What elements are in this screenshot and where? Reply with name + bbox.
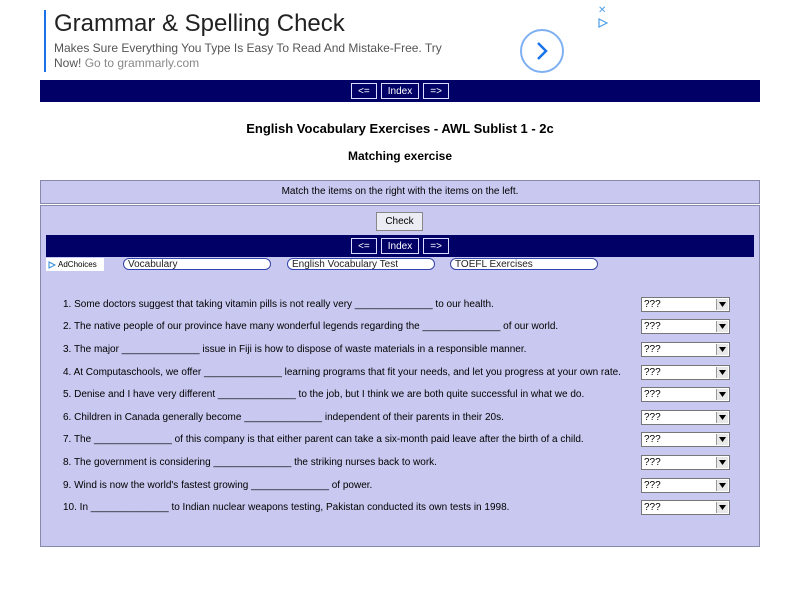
adchoices-label: AdChoices	[58, 260, 97, 269]
question-10: 10. In ______________ to Indian nuclear weapons testing, Pakistan conducted its own tests in 1998.	[63, 502, 510, 513]
ad-description-text: Makes Sure Everything You Type Is Easy To Read And Mistake-Free. Try Now!	[54, 41, 442, 70]
index-button-inner[interactable]: Index	[381, 238, 419, 254]
question-8: 8. The government is considering ______________ the striking nurses back to work.	[63, 457, 437, 468]
answer-select-4[interactable]	[641, 365, 730, 380]
dropdown-arrow-icon	[716, 502, 728, 513]
ad-link-vocabulary-test[interactable]: English Vocabulary Test	[287, 258, 435, 270]
dropdown-arrow-icon	[716, 367, 728, 378]
question-6: 6. Children in Canada generally become ______________ independent of their parents in their 20s.	[63, 412, 504, 423]
ad-banner[interactable]	[44, 10, 524, 72]
answer-select-10[interactable]	[641, 500, 730, 515]
answer-value: ???	[644, 321, 661, 332]
dropdown-arrow-icon	[716, 389, 728, 400]
top-navbar	[40, 80, 760, 102]
dropdown-arrow-icon	[716, 344, 728, 355]
question-3: 3. The major ______________ issue in Fiji is how to dispose of waste materials in a responsible manner.	[63, 344, 527, 355]
question-4: 4. At Computaschools, we offer ______________ learning programs that fit your needs, and let you progress at your own rate.	[63, 367, 621, 378]
answer-value: ???	[644, 344, 661, 355]
answer-select-8[interactable]	[641, 455, 730, 470]
ad-title[interactable]: Grammar & Spelling Check	[54, 10, 345, 37]
adchoices-badge[interactable]	[46, 258, 104, 271]
prev-button[interactable]: <=	[351, 83, 377, 99]
answer-value: ???	[644, 367, 661, 378]
question-1: 1. Some doctors suggest that taking vitamin pills is not really very ______________ to our health.	[63, 299, 494, 310]
ad-link[interactable]: Go to grammarly.com	[84, 56, 200, 70]
page-subtitle: Matching exercise	[347, 149, 453, 163]
dropdown-arrow-icon	[716, 434, 728, 445]
adchoices-icon	[48, 261, 56, 269]
answer-value: ???	[644, 434, 661, 445]
ad-link-toefl[interactable]: TOEFL Exercises	[450, 258, 598, 270]
answer-select-6[interactable]	[641, 410, 730, 425]
check-button[interactable]: Check	[376, 212, 423, 231]
index-button[interactable]: Index	[381, 83, 419, 99]
question-2: 2. The native people of our province have many wonderful legends regarding the ______________ of our world.	[63, 321, 559, 332]
ad-link-vocabulary[interactable]: Vocabulary	[123, 258, 271, 270]
answer-select-2[interactable]	[641, 319, 730, 334]
page-title: English Vocabulary Exercises - AWL Sublist 1 - 2c	[246, 121, 554, 136]
dropdown-arrow-icon	[716, 299, 728, 310]
ad-description	[54, 41, 454, 71]
answer-value: ???	[644, 412, 661, 423]
answer-select-3[interactable]	[641, 342, 730, 357]
answer-select-1[interactable]	[641, 297, 730, 312]
dropdown-arrow-icon	[716, 480, 728, 491]
chevron-right-icon	[534, 40, 550, 62]
dropdown-arrow-icon	[716, 457, 728, 468]
answer-select-7[interactable]	[641, 432, 730, 447]
ad-close-icon[interactable]: ✕	[598, 5, 607, 16]
inner-navbar	[46, 235, 754, 257]
question-9: 9. Wind is now the world's fastest growing ______________ of power.	[63, 480, 373, 491]
question-7: 7. The ______________ of this company is that either parent can take a six-month paid leave after the birth of a child.	[63, 434, 584, 445]
dropdown-arrow-icon	[716, 321, 728, 332]
next-button-inner[interactable]: =>	[423, 238, 449, 254]
ad-arrow-button[interactable]	[520, 29, 564, 73]
answer-value: ???	[644, 457, 661, 468]
answer-value: ???	[644, 389, 661, 400]
answer-value: ???	[644, 299, 661, 310]
question-5: 5. Denise and I have very different ______________ to the job, but I think we are both quite successful in what we do.	[63, 389, 585, 400]
answer-value: ???	[644, 502, 661, 513]
next-button[interactable]: =>	[423, 83, 449, 99]
dropdown-arrow-icon	[716, 412, 728, 423]
instructions: Match the items on the right with the items on the left.	[40, 180, 760, 204]
answer-value: ???	[644, 480, 661, 491]
answer-select-5[interactable]	[641, 387, 730, 402]
ad-info-icon[interactable]	[598, 18, 608, 28]
prev-button-inner[interactable]: <=	[351, 238, 377, 254]
answer-select-9[interactable]	[641, 478, 730, 493]
